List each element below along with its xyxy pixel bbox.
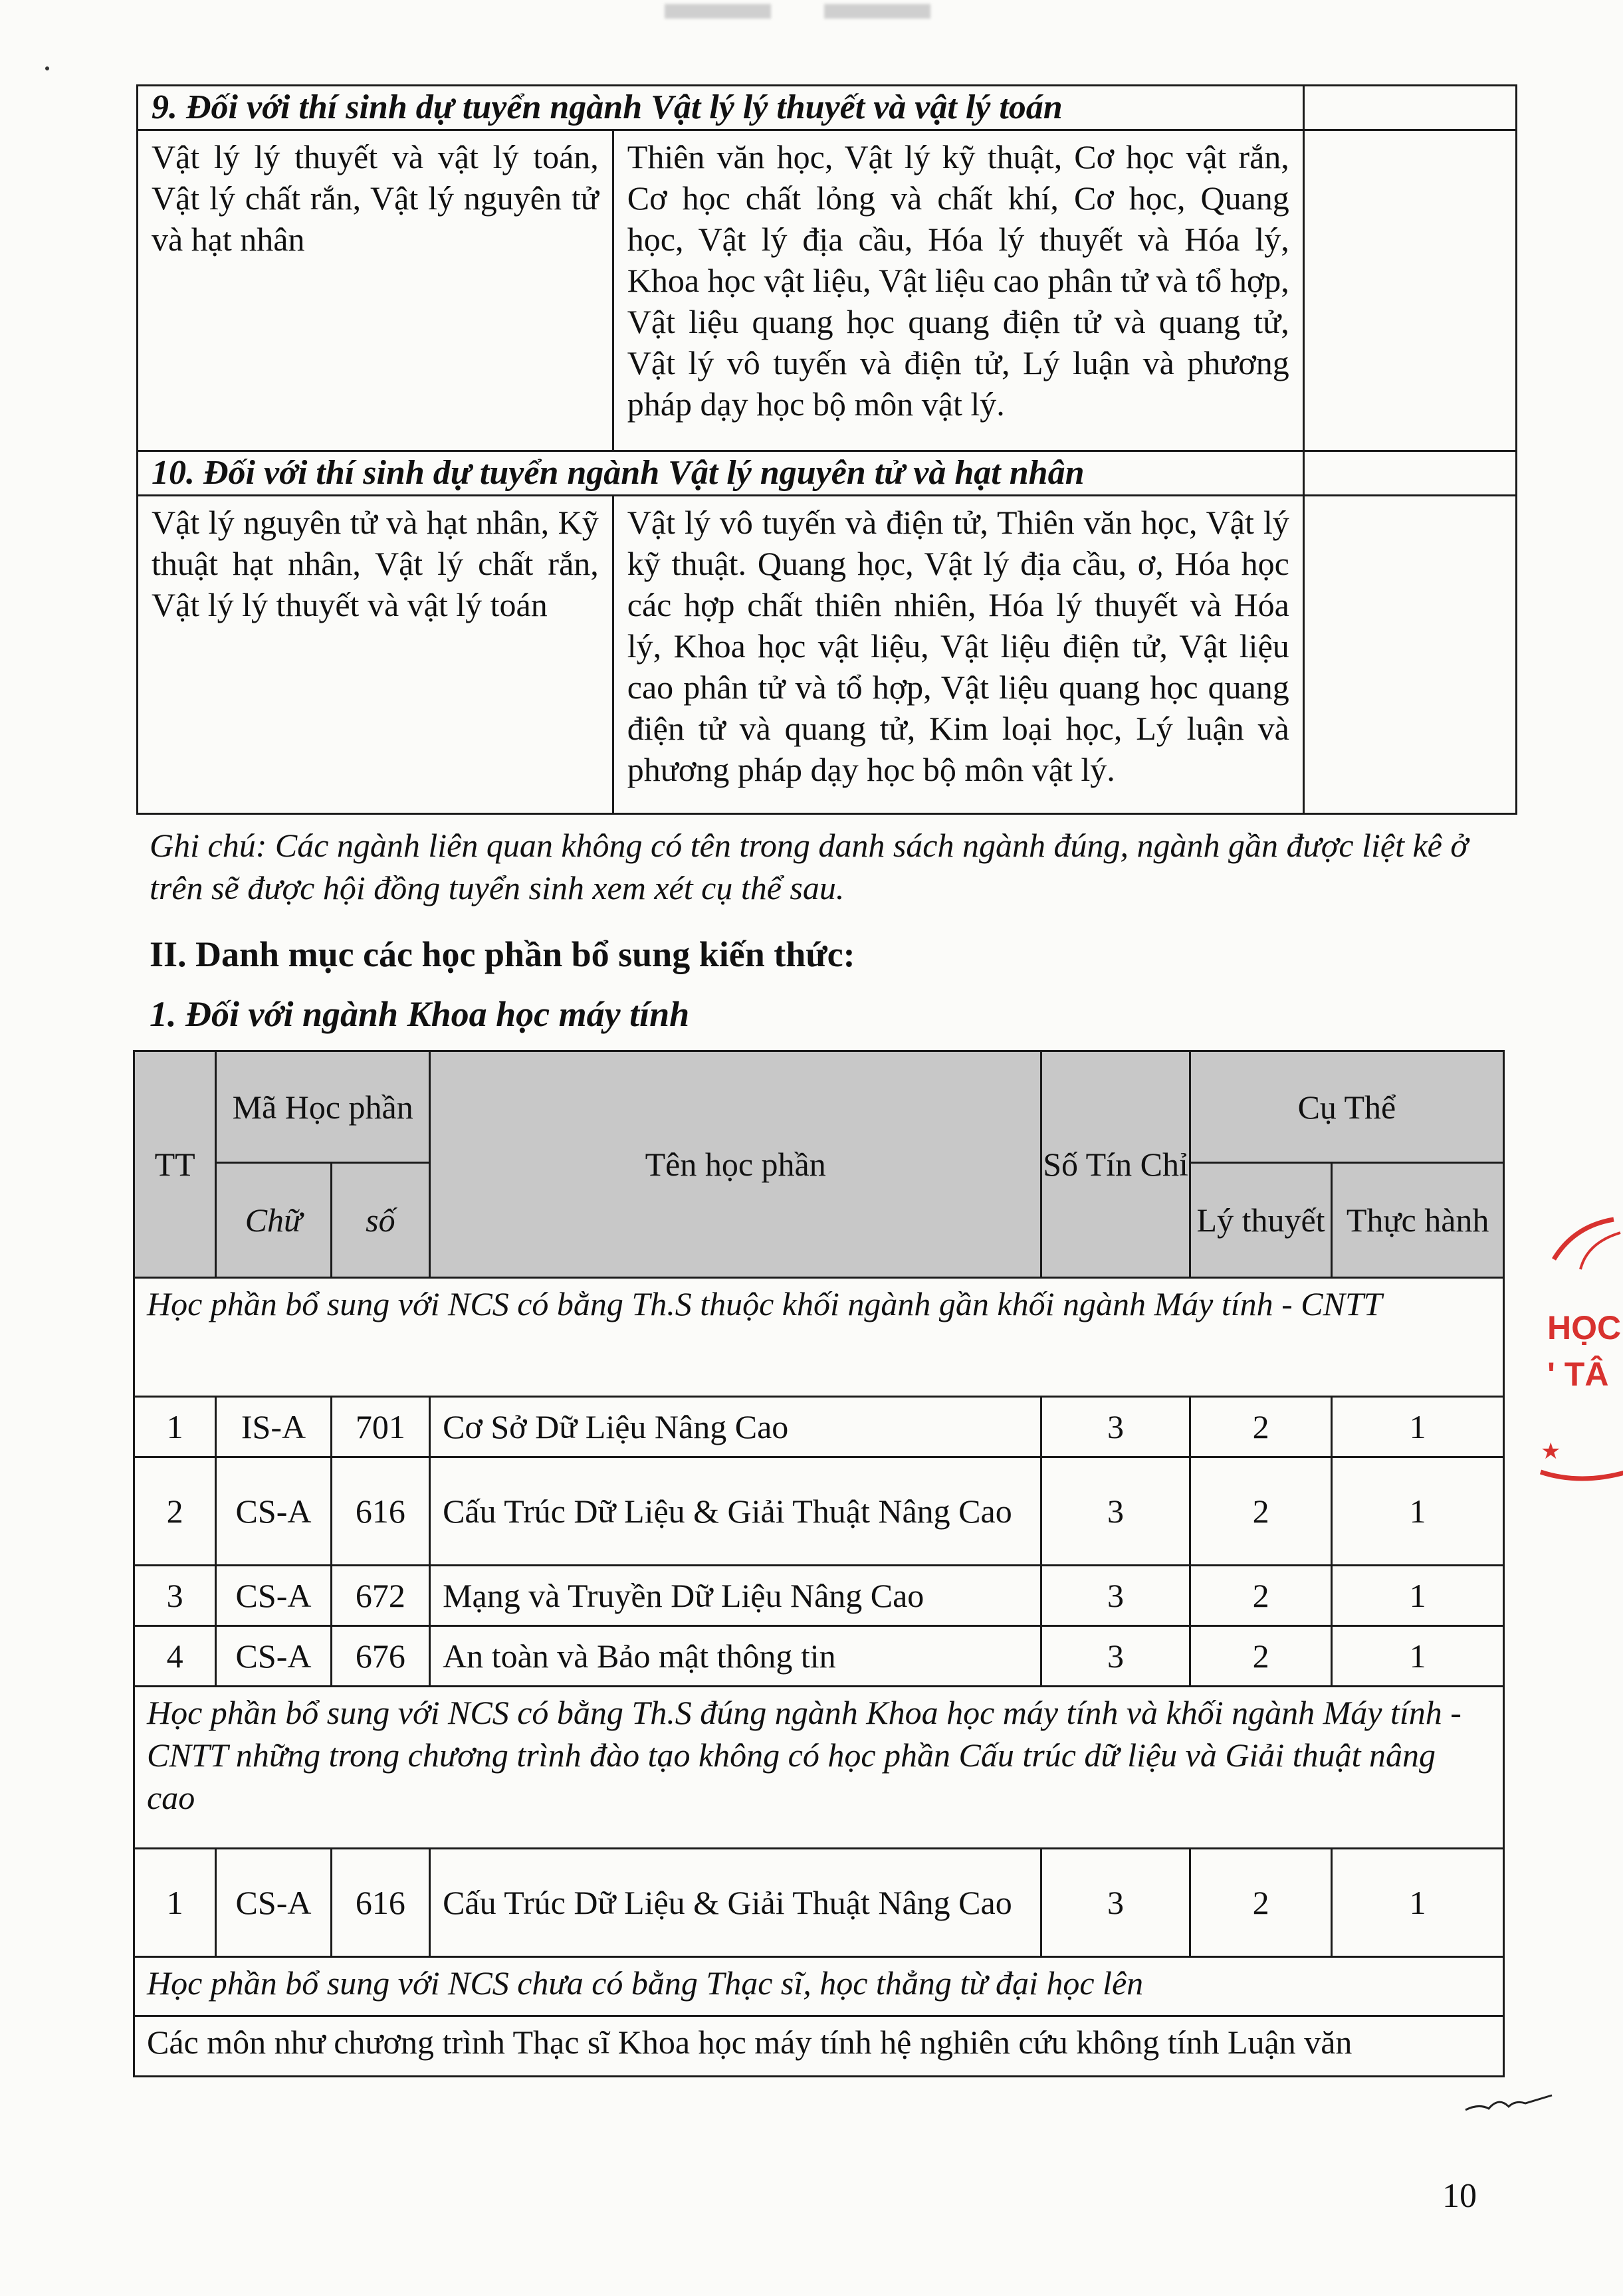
cell-ly-thuyet: 2 [1190, 1397, 1332, 1457]
section-10-related: Vật lý vô tuyến và điện tử, Thiên văn học, Vật lý kỹ thuật. Quang học, Vật lý địa cầu, ơ, Hóa học các hợp chất thiên nhiên, Hóa lý thuyết và Hóa lý, Khoa học vật liệu, Vật liệu điện tử, Vật liệu cao phân tử và tổ hợp, Vật liệu quang học quang điện tử và quang tử, Kim loại học, Lý luận và phương pháp dạy học bộ môn vật lý. [613, 496, 1303, 814]
table-row [134, 1566, 1504, 1626]
group-3-text: Các môn như chương trình Thạc sĩ Khoa học máy tính hệ nghiên cứu không tính Luận văn [134, 2016, 1504, 2077]
table-row [134, 1457, 1504, 1566]
red-seal-stamp [1534, 1206, 1623, 1505]
group-1-title: Học phần bổ sung với NCS có bằng Th.S thuộc khối ngành gần khối ngành Máy tính - CNTT [134, 1278, 1504, 1397]
related-majors-table [136, 84, 1517, 815]
section-9-heading: 9. Đối với thí sinh dự tuyển ngành Vật lý lý thuyết và vật lý toán [138, 86, 1304, 130]
cell-tt: 3 [134, 1566, 216, 1626]
header-chu: Chữ [216, 1163, 331, 1278]
cell-tin-chi: 3 [1041, 1566, 1190, 1626]
cell-chu: CS-A [216, 1566, 331, 1626]
empty-cell [1303, 130, 1516, 451]
subsection-heading: 1. Đối với ngành Khoa học máy tính [150, 994, 690, 1034]
scan-artifact [665, 0, 944, 27]
group-2-title: Học phần bổ sung với NCS có bằng Th.S đúng ngành Khoa học máy tính và khối ngành Máy tính - CNTT những trong chương trình đào tạo không có học phần Cấu trúc dữ liệu và Giải thuật nâng cao [134, 1687, 1504, 1849]
header-ten-hoc-phan: Tên học phần [430, 1051, 1041, 1278]
cell-thuc-hanh: 1 [1332, 1397, 1504, 1457]
cell-chu: CS-A [216, 1849, 331, 1957]
section-9-majors: Vật lý lý thuyết và vật lý toán, Vật lý chất rắn, Vật lý nguyên tử và hạt nhân [138, 130, 613, 451]
table-row [134, 1849, 1504, 1957]
svg-text:★: ★ [1541, 1439, 1561, 1464]
cell-thuc-hanh: 1 [1332, 1849, 1504, 1957]
section-heading: II. Danh mục các học phần bổ sung kiến thức: [150, 934, 855, 974]
header-ma-hoc-phan: Mã Học phần [216, 1051, 430, 1163]
cell-tt: 1 [134, 1849, 216, 1957]
cell-thuc-hanh: 1 [1332, 1566, 1504, 1626]
cell-so: 701 [331, 1397, 429, 1457]
cell-chu: IS-A [216, 1397, 331, 1457]
handwritten-signature [1462, 2083, 1555, 2117]
cell-ly-thuyet: 2 [1190, 1626, 1332, 1687]
page-number: 10 [1442, 2177, 1477, 2215]
cell-ten: Cấu Trúc Dữ Liệu & Giải Thuật Nâng Cao [430, 1457, 1041, 1566]
section-9-related: Thiên văn học, Vật lý kỹ thuật, Cơ học vật rắn, Cơ học chất lỏng và chất khí, Cơ học, Quang học, Vật lý địa cầu, Hóa lý thuyết và Hóa lý, Khoa học vật liệu, Vật liệu cao phân tử và tổ hợp, Vật liệu quang học quang điện tử và quang tử, Vật lý vô tuyến và điện tử, Lý luận và phương pháp dạy học bộ môn vật lý. [613, 130, 1303, 451]
cell-ten: Cơ Sở Dữ Liệu Nâng Cao [430, 1397, 1041, 1457]
cell-chu: CS-A [216, 1457, 331, 1566]
cell-thuc-hanh: 1 [1332, 1626, 1504, 1687]
empty-cell [1303, 86, 1516, 130]
cell-ten: Mạng và Truyền Dữ Liệu Nâng Cao [430, 1566, 1041, 1626]
cell-ten: An toàn và Bảo mật thông tin [430, 1626, 1041, 1687]
empty-cell [1303, 496, 1516, 814]
course-table [133, 1050, 1505, 2077]
empty-cell [1303, 451, 1516, 496]
cell-tin-chi: 3 [1041, 1397, 1190, 1457]
scan-speck [45, 66, 49, 70]
cell-tin-chi: 3 [1041, 1626, 1190, 1687]
cell-ly-thuyet: 2 [1190, 1849, 1332, 1957]
section-10-heading: 10. Đối với thí sinh dự tuyển ngành Vật lý nguyên tử và hạt nhân [138, 451, 1304, 496]
cell-so: 616 [331, 1849, 429, 1957]
header-thuc-hanh: Thực hành [1332, 1163, 1504, 1278]
table-row [134, 1397, 1504, 1457]
header-so: số [331, 1163, 429, 1278]
cell-tin-chi: 3 [1041, 1849, 1190, 1957]
cell-ten: Cấu Trúc Dữ Liệu & Giải Thuật Nâng Cao [430, 1849, 1041, 1957]
cell-so: 676 [331, 1626, 429, 1687]
cell-tt: 1 [134, 1397, 216, 1457]
cell-thuc-hanh: 1 [1332, 1457, 1504, 1566]
section-10-majors: Vật lý nguyên tử và hạt nhân, Kỹ thuật hạt nhân, Vật lý chất rắn, Vật lý lý thuyết và vật lý toán [138, 496, 613, 814]
cell-tin-chi: 3 [1041, 1457, 1190, 1566]
svg-text:' TÂ: ' TÂ [1547, 1356, 1609, 1393]
cell-ly-thuyet: 2 [1190, 1566, 1332, 1626]
cell-chu: CS-A [216, 1626, 331, 1687]
cell-ly-thuyet: 2 [1190, 1457, 1332, 1566]
header-ly-thuyet: Lý thuyết [1190, 1163, 1332, 1278]
cell-tt: 4 [134, 1626, 216, 1687]
table-row [134, 1626, 1504, 1687]
cell-so: 616 [331, 1457, 429, 1566]
header-cu-the: Cụ Thể [1190, 1051, 1503, 1163]
cell-so: 672 [331, 1566, 429, 1626]
cell-tt: 2 [134, 1457, 216, 1566]
svg-text:HỌC: HỌC [1547, 1309, 1622, 1346]
header-so-tin-chi: Số Tín Chỉ [1041, 1051, 1190, 1278]
group-3-title: Học phần bổ sung với NCS chưa có bằng Thạc sĩ, học thẳng từ đại học lên [134, 1957, 1504, 2016]
header-tt: TT [134, 1051, 216, 1278]
note-text: Ghi chú: Các ngành liên quan không có tên trong danh sách ngành đúng, ngành gần được liệt kê ở trên sẽ được hội đồng tuyển sinh xem xét cụ thể sau. [150, 827, 1469, 906]
